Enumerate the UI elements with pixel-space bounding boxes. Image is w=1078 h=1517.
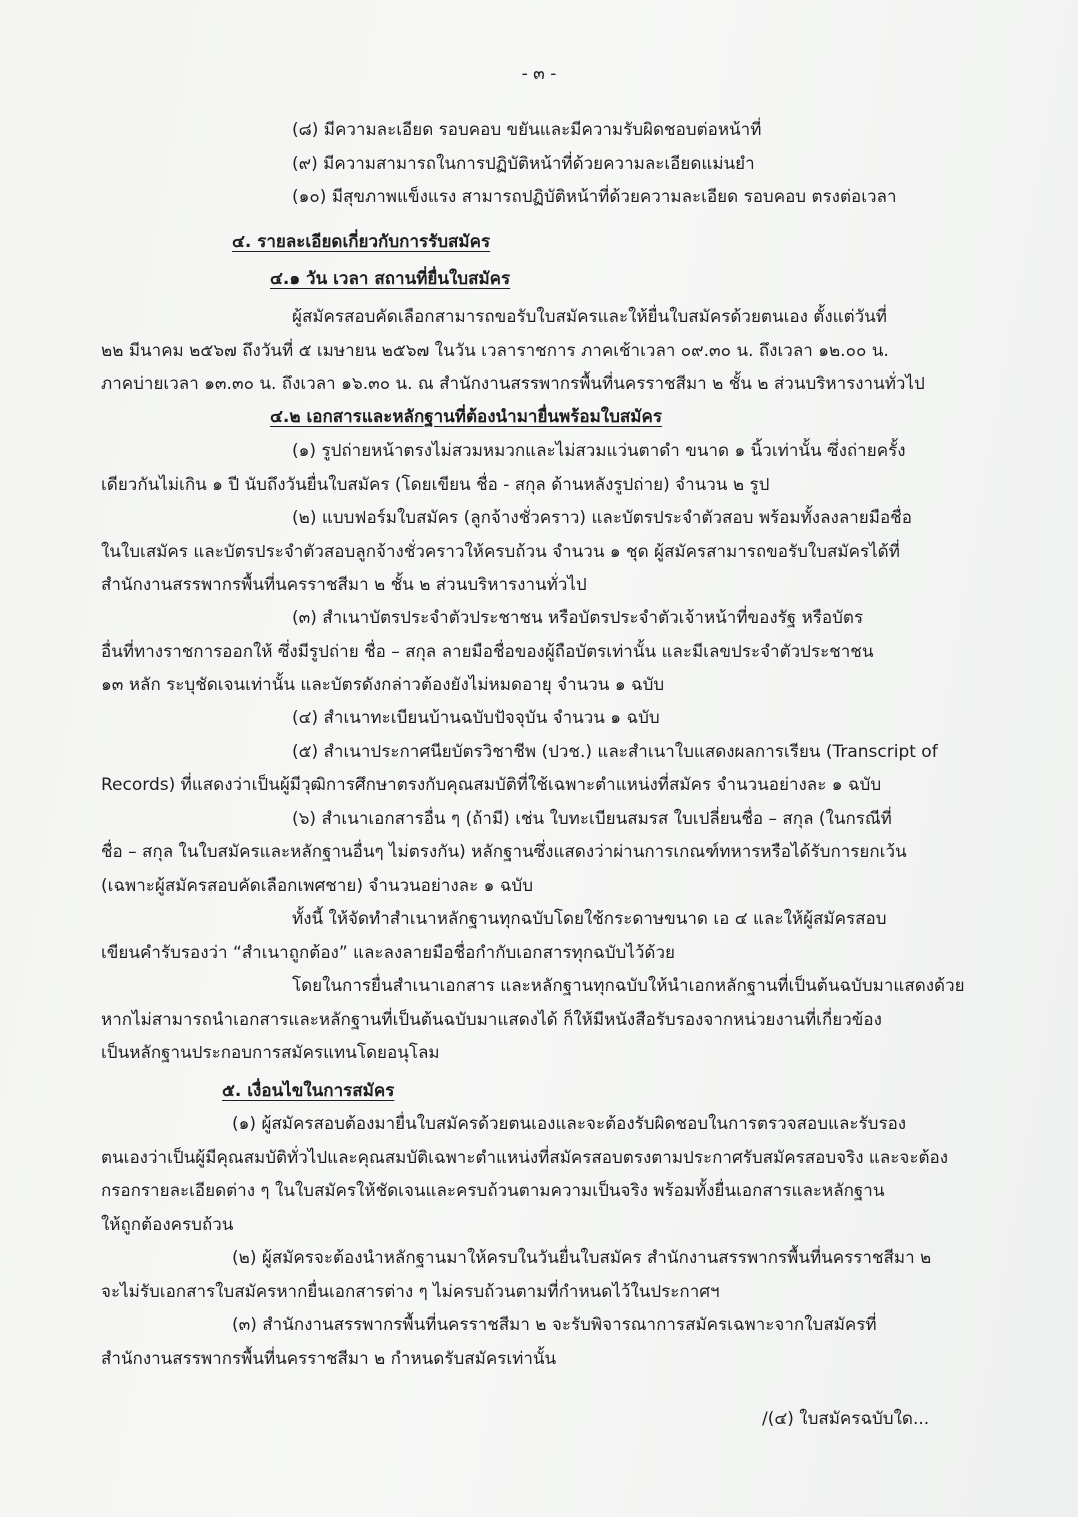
text-line: จะไม่รับเอกสารใบสมัครหากยื่นเอกสารต่าง ๆ ไม่ครบถ้วนตามที่กำหนดไว้ในประกาศฯ [101,1282,720,1302]
subsection-heading: ๔.๑ วัน เวลา สถานที่ยื่นใบสมัคร [270,269,511,289]
text-line: เป็นหลักฐานประกอบการสมัครแทนโดยอนุโลม [101,1043,440,1063]
text-line: (๑๐) มีสุขภาพแข็งแรง สามารถปฏิบัติหน้าที่ด้วยความละเอียด รอบคอบ ตรงต่อเวลา [292,187,897,207]
text-line: (๑) รูปถ่ายหน้าตรงไม่สวมหมวกและไม่สวมแว่นตาดำ ขนาด ๑ นิ้วเท่านั้น ซึ่งถ่ายครั้ง [292,441,906,461]
text-line: ตนเองว่าเป็นผู้มีคุณสมบัติทั่วไปและคุณสมบัติเฉพาะตำแหน่งที่สมัครสอบตรงตามประกาศรับสมัครสอบจริง และจะต้อง [101,1148,949,1168]
text-line: (๔) สำเนาทะเบียนบ้านฉบับปัจจุบัน จำนวน ๑ ฉบับ [292,708,660,728]
text-line: ผู้สมัครสอบคัดเลือกสามารถขอรับใบสมัครและให้ยื่นใบสมัครด้วยตนเอง ตั้งแต่วันที่ [292,307,888,327]
text-line: ให้ถูกต้องครบถ้วน [101,1215,234,1235]
text-line: (๖) สำเนาเอกสารอื่น ๆ (ถ้ามี) เช่น ใบทะเบียนสมรส ใบเปลี่ยนชื่อ – สกุล (ในกรณีที่ [292,809,892,829]
section-heading: ๔. รายละเอียดเกี่ยวกับการรับสมัคร [232,232,491,252]
text-line: (เฉพาะผู้สมัครสอบคัดเลือกเพศชาย) จำนวนอย่างละ ๑ ฉบับ [101,876,533,896]
text-line: อื่นที่ทางราชการออกให้ ซึ่งมีรูปถ่าย ชื่อ – สกุล ลายมือชื่อของผู้ถือบัตรเท่านั้น และมีเลขประจำตัวประชาชน [101,642,874,662]
text-line: สำนักงานสรรพากรพื้นที่นครราชสีมา ๒ ชั้น ๒ ส่วนบริหารงานทั่วไป [101,575,587,595]
section-heading: ๕. เงื่อนไขในการสมัคร [222,1081,395,1101]
text-line: หากไม่สามารถนำเอกสารและหลักฐานที่เป็นต้นฉบับมาแสดงได้ ก็ให้มีหนังสือรับรองจากหน่วยงานที่เกี่ยวข้อง [101,1010,882,1030]
text-line: (๘) มีความละเอียด รอบคอบ ขยันและมีความรับผิดชอบต่อหน้าที่ [292,120,762,140]
text-line: (๒) แบบฟอร์มใบสมัคร (ลูกจ้างชั่วคราว) และบัตรประจำตัวสอบ พร้อมทั้งลงลายมือชื่อ [292,508,912,528]
text-line: เขียนคำรับรองว่า “สำเนาถูกต้อง” และลงลายมือชื่อกำกับเอกสารทุกฉบับไว้ด้วย [101,943,675,963]
text-line: ๒๒ มีนาคม ๒๕๖๗ ถึงวันที่ ๕ เมษายน ๒๕๖๗ ในวัน เวลาราชการ ภาคเช้าเวลา ๐๙.๓๐ น. ถึงเวลา ๑๒.๐๐ น. [101,341,889,361]
text-line: ชื่อ – สกุล ในใบสมัครและหลักฐานอื่นๆ ไม่ตรงกัน) หลักฐานซึ่งแสดงว่าผ่านการเกณฑ์ทหารหรือได้รับการยกเว้น [101,842,907,862]
text-line: โดยในการยื่นสำเนาเอกสาร และหลักฐานทุกฉบับให้นำเอกหลักฐานที่เป็นต้นฉบับมาแสดงด้วย [292,976,965,996]
text-line: เดียวกันไม่เกิน ๑ ปี นับถึงวันยื่นใบสมัคร (โดยเขียน ชื่อ - สกุล ด้านหลังรูปถ่าย) จำนวน ๒ รูป [101,475,770,495]
page-number: - ๓ - [521,64,557,84]
text-line: (๓) สำเนาบัตรประจำตัวประชาชน หรือบัตรประจำตัวเจ้าหน้าที่ของรัฐ หรือบัตร [292,608,864,628]
text-line: (๕) สำเนาประกาศนียบัตรวิชาชีพ (ปวช.) และสำเนาใบแสดงผลการเรียน (Transcript of [292,742,938,762]
text-line: กรอกรายละเอียดต่าง ๆ ในใบสมัครให้ชัดเจนและครบถ้วนตามความเป็นจริง พร้อมทั้งยื่นเอกสารและหลักฐาน [101,1181,885,1201]
subsection-heading: ๔.๒ เอกสารและหลักฐานที่ต้องนำมายื่นพร้อมใบสมัคร [270,407,662,427]
text-line: (๒) ผู้สมัครจะต้องนำหลักฐานมาให้ครบในวันยื่นใบสมัคร สำนักงานสรรพากรพื้นที่นครราชสีมา ๒ [232,1248,932,1268]
text-line: (๓) สำนักงานสรรพากรพื้นที่นครราชสีมา ๒ จะรับพิจารณาการสมัครเฉพาะจากใบสมัครที่ [232,1315,877,1335]
text-line: (๑) ผู้สมัครสอบต้องมายื่นใบสมัครด้วยตนเองและจะต้องรับผิดชอบในการตรวจสอบและรับรอง [232,1114,907,1134]
text-line: ภาคบ่ายเวลา ๑๓.๓๐ น. ถึงเวลา ๑๖.๓๐ น. ณ สำนักงานสรรพากรพื้นที่นครราชสีมา ๒ ชั้น ๒ ส่วนบริหารงานทั่วไป [101,374,925,394]
text-line: (๙) มีความสามารถในการปฏิบัติหน้าที่ด้วยความละเอียดแม่นยำ [292,154,755,174]
continuation-note: /(๔) ใบสมัครฉบับใด... [762,1409,930,1429]
text-line: ๑๓ หลัก ระบุชัดเจนเท่านั้น และบัตรดังกล่าวต้องยังไม่หมดอายุ จำนวน ๑ ฉบับ [101,675,665,695]
text-line: ในใบเสมัคร และบัตรประจำตัวสอบลูกจ้างชั่วคราวให้ครบถ้วน จำนวน ๑ ชุด ผู้สมัครสามารถขอรับใบสมัครได้ที่ [101,542,900,562]
text-line: ทั้งนี้ ให้จัดทำสำเนาหลักฐานทุกฉบับโดยใช้กระดาษขนาด เอ ๔ และให้ผู้สมัครสอบ [292,909,887,929]
text-line: Records) ที่แสดงว่าเป็นผู้มีวุฒิการศึกษาตรงกับคุณสมบัติที่ใช้เฉพาะตำแหน่งที่สมัคร จำนวนอย่างละ ๑ ฉบับ [101,775,882,795]
text-line: สำนักงานสรรพากรพื้นที่นครราชสีมา ๒ กำหนดรับสมัครเท่านั้น [101,1349,557,1369]
